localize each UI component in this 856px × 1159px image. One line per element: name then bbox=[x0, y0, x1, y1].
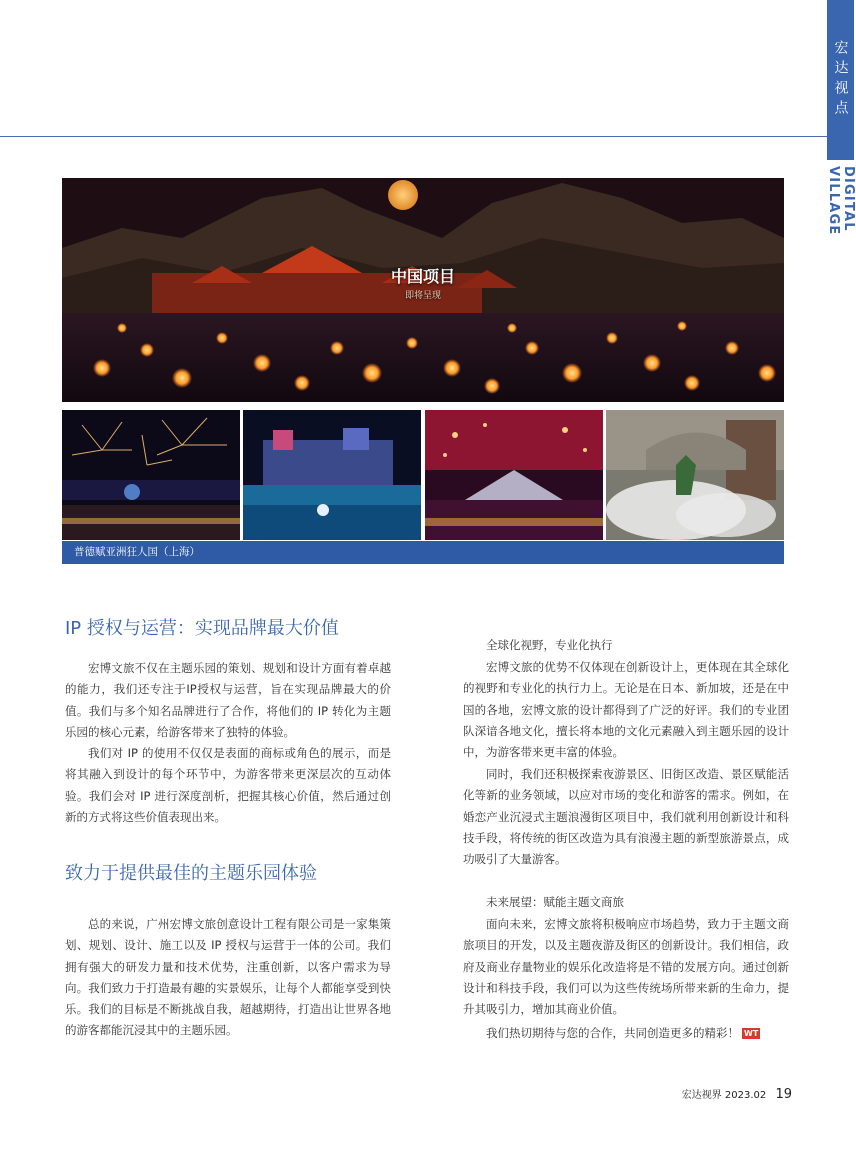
hero-title: 中国项目 bbox=[390, 267, 455, 286]
hero-subtitle: 即将呈现 bbox=[404, 291, 441, 301]
header-rule bbox=[0, 136, 828, 137]
gallery-caption bbox=[62, 541, 784, 564]
castle-show-photo bbox=[243, 410, 421, 540]
gallery-caption-text: 普德赋亚洲狂人国（上海） bbox=[74, 546, 200, 558]
section-english-label: DIGITAL VILLAGE bbox=[826, 166, 856, 236]
right-paragraph-1: 宏博文旅的优势不仅体现在创新设计上，更体现在其全球化的视野和专业化的执行力上。无论是在日本、新加坡，还是在中国的各地，宏博文旅的设计都得到了广泛的好评。我们的专业团队深谙各地文化，擅长将本地的文化元素融入到主题乐园的设计中，为游客带来更丰富的体验。 bbox=[463, 660, 789, 760]
right-paragraph-2: 同时，我们还积极探索夜游景区、旧街区改造、景区赋能活化等新的业务领域，以应对市场的变化和游客的需求。例如，在婚恋产业沉浸式主题浪漫街区项目中，我们就利用创新设计和科技手段，将传统的街区改造为具有浪漫主题的新型旅游景点，成功吸引了大量游客。 bbox=[463, 767, 789, 867]
hero-image bbox=[62, 178, 784, 402]
closing-text: 我们热切期待与您的合作，共同创造更多的精彩！ bbox=[486, 1026, 739, 1040]
stage-show-photo bbox=[425, 410, 603, 540]
issue-number: 2023.02 bbox=[724, 1090, 767, 1101]
page-footer bbox=[682, 1086, 792, 1102]
sub-heading-future: 未来展望：赋能主题文商旅 bbox=[486, 895, 624, 909]
section1-paragraph-1: 宏博文旅不仅在主题乐园的策划、规划和设计方面有着卓越的能力，我们还专注于IP授权与运营，旨在实现品牌最大的价值。我们与多个知名品牌进行了合作，将他们的 IP 转化为主题乐园的核心元素，给游客带来了独特的体验。 bbox=[65, 661, 391, 739]
section2-heading: 致力于提供最佳的主题乐园体验 bbox=[65, 863, 317, 884]
right-paragraph-3: 面向未来，宏博文旅将积极响应市场趋势，致力于主题文商旅项目的开发，以及主题夜游及街区的创新设计。我们相信，政府及商业存量物业的娱乐化改造将是不错的发展方向。通过创新设计和科技手段，我们可以为这些传统场所带来新的生命力，提升其吸引力，增加其商业价值。 bbox=[463, 917, 789, 1017]
wt-logo: WT bbox=[744, 1029, 759, 1038]
photo-gallery bbox=[62, 410, 784, 540]
section2-paragraph-1: 总的来说，广州宏博文旅创意设计工程有限公司是一家集策划、规划、设计、施工以及 IP 授权与运营于一体的公司。我们拥有强大的研发力量和技术优势，注重创新，以客户需求为导向。我们致力于打造最有趣的实景娱乐，让每个人都能享受到快乐。我们的目标是不断挑战自我，超越期待，打造出让世界各地的游客都能沉浸其中的主题乐园。 bbox=[65, 917, 391, 1038]
page-number: 19 bbox=[775, 1087, 792, 1102]
section1-heading: IP 授权与运营：实现品牌最大价值 bbox=[65, 618, 339, 639]
sub-heading-global: 全球化视野，专业化执行 bbox=[486, 638, 613, 652]
magazine-name: 宏达视界 bbox=[681, 1090, 722, 1101]
dragon-knight-photo bbox=[606, 410, 784, 540]
section-tab bbox=[827, 0, 854, 160]
section-tab-label: 宏达视点 bbox=[832, 40, 849, 120]
fireworks-photo bbox=[62, 410, 240, 540]
closing-line bbox=[463, 1025, 789, 1041]
section1-paragraph-2: 我们对 IP 的使用不仅仅是表面的商标或角色的展示，而是将其融入到设计的每个环节中，为游客带来更深层次的互动体验。我们会对 IP 进行深度剖析，把握其核心价值，然后通过创新的方式将这些价值表现出来。 bbox=[65, 746, 391, 824]
section-english-title bbox=[826, 166, 856, 306]
